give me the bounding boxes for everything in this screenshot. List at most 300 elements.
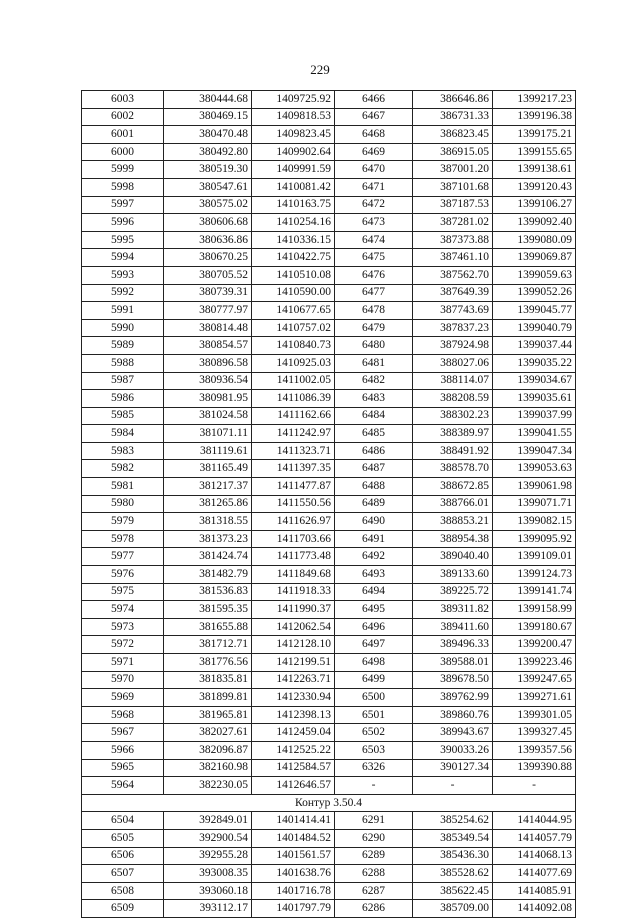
x-coordinate-right: 389860.76 [413,706,493,724]
point-number-left: 6000 [82,143,164,161]
x-coordinate-left: 380739.31 [164,284,252,302]
table-row [82,618,576,636]
x-coordinate-right: 386915.05 [413,143,493,161]
y-coordinate-right: 1399035.61 [493,390,576,408]
x-coordinate-right: 390033.26 [413,741,493,759]
y-coordinate-right: 1399217.23 [493,91,576,109]
point-number-right: 6492 [335,548,413,566]
table-row [82,583,576,601]
y-coordinate-right: 1399247.65 [493,671,576,689]
point-number-right: 6496 [335,618,413,636]
y-coordinate-right: 1399271.61 [493,689,576,707]
x-coordinate-right: 385622.45 [413,882,493,900]
y-coordinate-right: 1399034.67 [493,372,576,390]
point-number-left: 5967 [82,724,164,742]
point-number-right: 6494 [335,583,413,601]
point-number-left: 6509 [82,900,164,918]
point-number-left: 5983 [82,442,164,460]
table-row [82,178,576,196]
x-coordinate-left: 380705.52 [164,266,252,284]
x-coordinate-left: 392955.28 [164,847,252,865]
y-coordinate-right: 1399301.05 [493,706,576,724]
point-number-left: 5999 [82,161,164,179]
table-row [82,706,576,724]
coordinates-table-body [82,91,576,918]
y-coordinate-right: 1399053.63 [493,460,576,478]
y-coordinate-left: 1412263.71 [252,671,335,689]
point-number-left: 6002 [82,108,164,126]
point-number-left: 5981 [82,478,164,496]
y-coordinate-right: 1399035.22 [493,354,576,372]
table-row [82,91,576,109]
point-number-left: 5971 [82,654,164,672]
x-coordinate-right: - [413,777,493,795]
y-coordinate-left: 1401484.52 [252,829,335,847]
x-coordinate-right: 386646.86 [413,91,493,109]
point-number-left: 5985 [82,407,164,425]
x-coordinate-left: 381217.37 [164,478,252,496]
table-row [82,126,576,144]
y-coordinate-right: 1414077.69 [493,865,576,883]
x-coordinate-right: 388389.97 [413,425,493,443]
x-coordinate-right: 389496.33 [413,636,493,654]
x-coordinate-left: 380636.86 [164,231,252,249]
x-coordinate-right: 389411.60 [413,618,493,636]
y-coordinate-right: 1399061.98 [493,478,576,496]
y-coordinate-right: 1414044.95 [493,812,576,830]
x-coordinate-left: 382096.87 [164,741,252,759]
point-number-left: 6003 [82,91,164,109]
point-number-left: 5990 [82,319,164,337]
y-coordinate-left: 1411626.97 [252,513,335,531]
table-row [82,759,576,777]
point-number-right: 6469 [335,143,413,161]
y-coordinate-right: 1399124.73 [493,566,576,584]
y-coordinate-left: 1411242.97 [252,425,335,443]
x-coordinate-left: 393060.18 [164,882,252,900]
point-number-left: 5998 [82,178,164,196]
point-number-left: 6504 [82,812,164,830]
y-coordinate-left: 1410757.02 [252,319,335,337]
x-coordinate-left: 380981.95 [164,390,252,408]
y-coordinate-left: 1401716.78 [252,882,335,900]
y-coordinate-left: 1411773.48 [252,548,335,566]
point-number-right: 6493 [335,566,413,584]
table-row [82,337,576,355]
point-number-left: 5973 [82,618,164,636]
table-row [82,777,576,795]
y-coordinate-left: 1410336.15 [252,231,335,249]
x-coordinate-left: 381119.61 [164,442,252,460]
x-coordinate-right: 385349.54 [413,829,493,847]
point-number-left: 5984 [82,425,164,443]
x-coordinate-left: 380896.58 [164,354,252,372]
x-coordinate-right: 388853.21 [413,513,493,531]
y-coordinate-right: 1399052.26 [493,284,576,302]
point-number-right: 6472 [335,196,413,214]
section-title: Контур 3.50.4 [82,794,576,812]
y-coordinate-left: 1410925.03 [252,354,335,372]
x-coordinate-right: 389040.40 [413,548,493,566]
point-number-left: 6507 [82,865,164,883]
y-coordinate-right: 1399106.27 [493,196,576,214]
point-number-left: 6508 [82,882,164,900]
x-coordinate-right: 387924.98 [413,337,493,355]
point-number-right: 6289 [335,847,413,865]
table-row [82,161,576,179]
point-number-left: 5989 [82,337,164,355]
table-row [82,741,576,759]
table-row [82,601,576,619]
y-coordinate-left: 1401638.76 [252,865,335,883]
y-coordinate-left: 1411550.56 [252,495,335,513]
table-row [82,671,576,689]
table-row [82,548,576,566]
point-number-right: 6489 [335,495,413,513]
table-row [82,425,576,443]
table-row [82,249,576,267]
point-number-right: 6290 [335,829,413,847]
y-coordinate-right: 1399095.92 [493,530,576,548]
point-number-right: 6491 [335,530,413,548]
point-number-right: 6291 [335,812,413,830]
x-coordinate-left: 381373.23 [164,530,252,548]
x-coordinate-left: 380854.57 [164,337,252,355]
x-coordinate-right: 389762.99 [413,689,493,707]
x-coordinate-left: 380492.80 [164,143,252,161]
x-coordinate-left: 381318.55 [164,513,252,531]
y-coordinate-right: 1414085.91 [493,882,576,900]
table-row [82,847,576,865]
point-number-left: 5993 [82,266,164,284]
table-row [82,530,576,548]
point-number-right: 6485 [335,425,413,443]
y-coordinate-left: 1411849.68 [252,566,335,584]
table-row [82,354,576,372]
x-coordinate-left: 381899.81 [164,689,252,707]
y-coordinate-right: 1399390.88 [493,759,576,777]
y-coordinate-right: 1399327.45 [493,724,576,742]
y-coordinate-left: 1410163.75 [252,196,335,214]
point-number-right: 6476 [335,266,413,284]
x-coordinate-left: 380670.25 [164,249,252,267]
x-coordinate-left: 380936.54 [164,372,252,390]
x-coordinate-left: 392900.54 [164,829,252,847]
table-row [82,724,576,742]
point-number-left: 5996 [82,214,164,232]
y-coordinate-right: 1399041.55 [493,425,576,443]
x-coordinate-right: 388672.85 [413,478,493,496]
x-coordinate-left: 381776.56 [164,654,252,672]
point-number-left: 5974 [82,601,164,619]
point-number-right: 6471 [335,178,413,196]
x-coordinate-left: 380547.61 [164,178,252,196]
point-number-right: 6486 [335,442,413,460]
point-number-left: 5975 [82,583,164,601]
point-number-left: 6001 [82,126,164,144]
y-coordinate-left: 1412459.04 [252,724,335,742]
table-row [82,143,576,161]
table-row [82,108,576,126]
x-coordinate-right: 387001.20 [413,161,493,179]
y-coordinate-right: 1399071.71 [493,495,576,513]
point-number-left: 5966 [82,741,164,759]
point-number-right: 6499 [335,671,413,689]
y-coordinate-left: 1411086.39 [252,390,335,408]
x-coordinate-left: 381071.11 [164,425,252,443]
y-coordinate-left: 1411477.87 [252,478,335,496]
table-row [82,407,576,425]
section-row [82,794,576,812]
point-number-right: 6326 [335,759,413,777]
x-coordinate-right: 388578.70 [413,460,493,478]
coordinates-table [81,90,576,918]
x-coordinate-right: 389311.82 [413,601,493,619]
y-coordinate-right: 1399175.21 [493,126,576,144]
y-coordinate-right: 1399200.47 [493,636,576,654]
x-coordinate-right: 388114.07 [413,372,493,390]
y-coordinate-right: 1399045.77 [493,302,576,320]
y-coordinate-left: 1409991.59 [252,161,335,179]
point-number-left: 5976 [82,566,164,584]
x-coordinate-right: 387281.02 [413,214,493,232]
table-row [82,566,576,584]
y-coordinate-right: 1399080.09 [493,231,576,249]
x-coordinate-left: 380606.68 [164,214,252,232]
x-coordinate-left: 380814.48 [164,319,252,337]
x-coordinate-right: 385436.30 [413,847,493,865]
point-number-right: 6482 [335,372,413,390]
y-coordinate-left: 1411002.05 [252,372,335,390]
table-row [82,196,576,214]
table-row [82,442,576,460]
x-coordinate-left: 380575.02 [164,196,252,214]
x-coordinate-left: 380444.68 [164,91,252,109]
x-coordinate-left: 381165.49 [164,460,252,478]
table-row [82,460,576,478]
point-number-left: 5986 [82,390,164,408]
point-number-left: 5972 [82,636,164,654]
x-coordinate-right: 387562.70 [413,266,493,284]
y-coordinate-right: 1399037.99 [493,407,576,425]
y-coordinate-left: 1411162.66 [252,407,335,425]
y-coordinate-right: 1399109.01 [493,548,576,566]
point-number-right: 6497 [335,636,413,654]
x-coordinate-left: 381024.58 [164,407,252,425]
x-coordinate-left: 381712.71 [164,636,252,654]
point-number-left: 5982 [82,460,164,478]
x-coordinate-left: 380469.15 [164,108,252,126]
x-coordinate-right: 389133.60 [413,566,493,584]
x-coordinate-left: 392849.01 [164,812,252,830]
table-row [82,829,576,847]
y-coordinate-left: 1410840.73 [252,337,335,355]
table-row [82,302,576,320]
point-number-left: 6506 [82,847,164,865]
x-coordinate-left: 381536.83 [164,583,252,601]
x-coordinate-left: 381265.86 [164,495,252,513]
point-number-right: 6474 [335,231,413,249]
point-number-right: 6487 [335,460,413,478]
y-coordinate-right: 1399138.61 [493,161,576,179]
y-coordinate-left: 1401797.79 [252,900,335,918]
y-coordinate-left: 1401414.41 [252,812,335,830]
point-number-right: 6480 [335,337,413,355]
y-coordinate-right: 1399069.87 [493,249,576,267]
point-number-left: 6505 [82,829,164,847]
x-coordinate-right: 389678.50 [413,671,493,689]
y-coordinate-left: 1412646.57 [252,777,335,795]
y-coordinate-left: 1412584.57 [252,759,335,777]
table-row [82,495,576,513]
point-number-right: 6467 [335,108,413,126]
y-coordinate-left: 1410422.75 [252,249,335,267]
x-coordinate-left: 381424.74 [164,548,252,566]
table-row [82,231,576,249]
x-coordinate-right: 388302.23 [413,407,493,425]
y-coordinate-left: 1412128.10 [252,636,335,654]
y-coordinate-right: 1414068.13 [493,847,576,865]
point-number-right: 6481 [335,354,413,372]
y-coordinate-left: 1411323.71 [252,442,335,460]
point-number-right: 6286 [335,900,413,918]
x-coordinate-right: 387837.23 [413,319,493,337]
y-coordinate-left: 1411703.66 [252,530,335,548]
point-number-right: 6484 [335,407,413,425]
x-coordinate-left: 382230.05 [164,777,252,795]
table-row [82,882,576,900]
point-number-right: 6488 [335,478,413,496]
point-number-left: 5969 [82,689,164,707]
y-coordinate-left: 1412330.94 [252,689,335,707]
x-coordinate-right: 385528.62 [413,865,493,883]
point-number-right: 6475 [335,249,413,267]
y-coordinate-right: 1399082.15 [493,513,576,531]
y-coordinate-left: 1411397.35 [252,460,335,478]
y-coordinate-left: 1410081.42 [252,178,335,196]
point-number-right: 6473 [335,214,413,232]
point-number-right: 6288 [335,865,413,883]
x-coordinate-right: 387101.68 [413,178,493,196]
y-coordinate-left: 1409823.45 [252,126,335,144]
y-coordinate-left: 1410590.00 [252,284,335,302]
point-number-left: 5965 [82,759,164,777]
x-coordinate-right: 388491.92 [413,442,493,460]
point-number-left: 5978 [82,530,164,548]
x-coordinate-left: 393008.35 [164,865,252,883]
point-number-right: 6501 [335,706,413,724]
y-coordinate-left: 1412398.13 [252,706,335,724]
y-coordinate-right: 1414057.79 [493,829,576,847]
table-row [82,372,576,390]
table-row [82,900,576,918]
table-row [82,390,576,408]
table-row [82,636,576,654]
y-coordinate-right: 1399092.40 [493,214,576,232]
y-coordinate-left: 1412525.22 [252,741,335,759]
point-number-left: 5997 [82,196,164,214]
y-coordinate-left: 1409725.92 [252,91,335,109]
point-number-left: 5979 [82,513,164,531]
point-number-right: 6498 [335,654,413,672]
table-row [82,478,576,496]
point-number-right: 6466 [335,91,413,109]
point-number-right: 6483 [335,390,413,408]
y-coordinate-right: - [493,777,576,795]
x-coordinate-right: 386823.45 [413,126,493,144]
point-number-right: 6287 [335,882,413,900]
x-coordinate-left: 382160.98 [164,759,252,777]
x-coordinate-left: 381482.79 [164,566,252,584]
table-row [82,865,576,883]
x-coordinate-right: 385709.00 [413,900,493,918]
x-coordinate-right: 386731.33 [413,108,493,126]
y-coordinate-left: 1410254.16 [252,214,335,232]
y-coordinate-right: 1399223.46 [493,654,576,672]
table-row [82,654,576,672]
y-coordinate-left: 1410510.08 [252,266,335,284]
point-number-right: 6502 [335,724,413,742]
point-number-left: 5980 [82,495,164,513]
y-coordinate-left: 1410677.65 [252,302,335,320]
x-coordinate-left: 381965.81 [164,706,252,724]
y-coordinate-right: 1399357.56 [493,741,576,759]
x-coordinate-right: 387187.53 [413,196,493,214]
x-coordinate-right: 388954.38 [413,530,493,548]
point-number-left: 5992 [82,284,164,302]
y-coordinate-left: 1412199.51 [252,654,335,672]
x-coordinate-right: 389943.67 [413,724,493,742]
point-number-left: 5988 [82,354,164,372]
table-row [82,284,576,302]
table-row [82,513,576,531]
y-coordinate-right: 1399040.79 [493,319,576,337]
point-number-right: 6479 [335,319,413,337]
y-coordinate-left: 1411918.33 [252,583,335,601]
y-coordinate-right: 1399158.99 [493,601,576,619]
y-coordinate-right: 1399141.74 [493,583,576,601]
x-coordinate-right: 390127.34 [413,759,493,777]
table-row [82,812,576,830]
x-coordinate-right: 389588.01 [413,654,493,672]
x-coordinate-left: 381655.88 [164,618,252,636]
y-coordinate-left: 1401561.57 [252,847,335,865]
point-number-left: 5987 [82,372,164,390]
y-coordinate-left: 1411990.37 [252,601,335,619]
table-row [82,214,576,232]
x-coordinate-right: 388027.06 [413,354,493,372]
point-number-right: 6478 [335,302,413,320]
y-coordinate-left: 1409818.53 [252,108,335,126]
x-coordinate-left: 380777.97 [164,302,252,320]
point-number-left: 5994 [82,249,164,267]
x-coordinate-right: 385254.62 [413,812,493,830]
x-coordinate-right: 388208.59 [413,390,493,408]
x-coordinate-left: 380470.48 [164,126,252,144]
y-coordinate-right: 1399196.38 [493,108,576,126]
point-number-left: 5968 [82,706,164,724]
x-coordinate-right: 387461.10 [413,249,493,267]
table-row [82,266,576,284]
point-number-right: 6470 [335,161,413,179]
y-coordinate-right: 1399155.65 [493,143,576,161]
point-number-left: 5991 [82,302,164,320]
point-number-right: 6468 [335,126,413,144]
table-row [82,319,576,337]
x-coordinate-left: 382027.61 [164,724,252,742]
y-coordinate-right: 1399059.63 [493,266,576,284]
point-number-right: 6490 [335,513,413,531]
